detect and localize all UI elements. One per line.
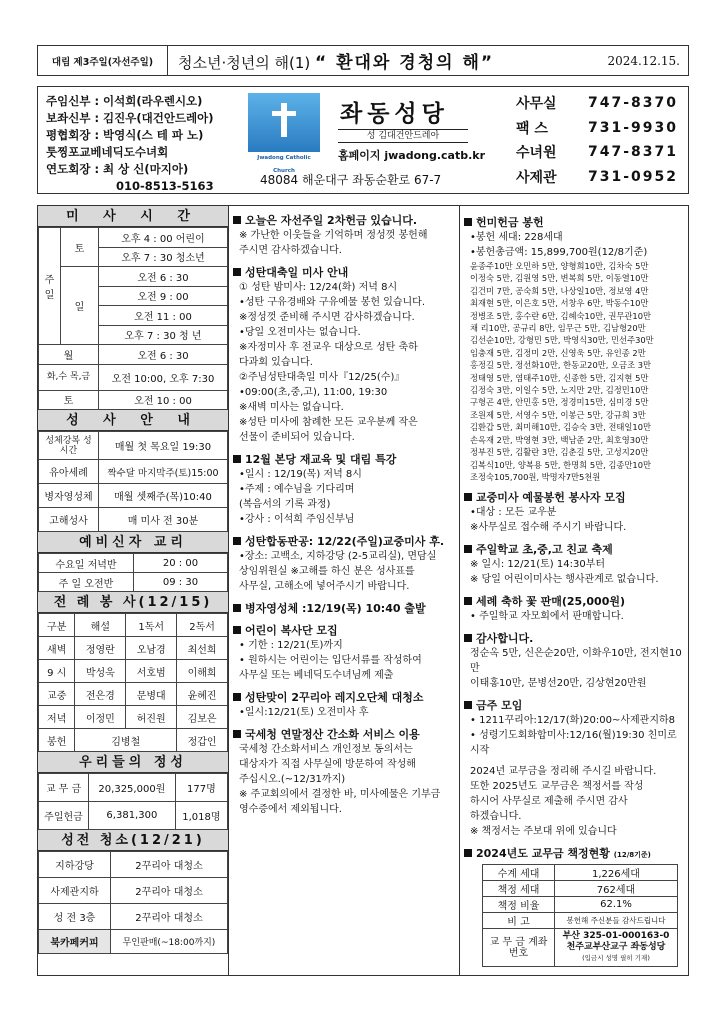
- roster-cell: 새벽: [39, 637, 75, 660]
- sacrament-label: 성체강복 성시간: [39, 432, 99, 460]
- heading-text: 헌미헌금 봉헌: [476, 216, 544, 229]
- notice-line: (복음서의 기록 과정): [239, 499, 331, 510]
- bullet-square-icon: [233, 455, 241, 463]
- officer-line: 주임신부 : 이석희(라우렌시오): [46, 94, 203, 108]
- cleaning-title: 성전 청소(12/21): [38, 830, 228, 851]
- contact-number: 747-8371: [588, 144, 678, 161]
- liturgy-roster-table: [38, 613, 228, 752]
- notice-heading: [464, 489, 684, 505]
- cleaning-team: 무인판매(~18:00까지): [111, 930, 228, 954]
- offering-amount: 20,325,000원: [89, 774, 176, 802]
- officer-line: 툿찡포교베네딕도수녀회: [46, 145, 169, 159]
- cross-bar: [272, 111, 296, 116]
- mass-time: 오전 10 : 00: [99, 390, 228, 410]
- notice-heading: [233, 600, 455, 616]
- grant-label: 수계 세대: [483, 865, 555, 881]
- donor-line: 정태영 5만, 염태주10만, 신종한 5만, 김지현 5만: [470, 372, 649, 383]
- roster-cell: 최선희: [177, 637, 228, 660]
- bullet-square-icon: [233, 626, 241, 634]
- notice-line: •성탄 구유경배와 구유예물 봉헌 있습니다.: [239, 297, 426, 308]
- roster-cell: 허진원: [126, 706, 177, 729]
- donor-line: 김선순10만, 강형민 5만, 박영식30만, 민선주30만: [470, 335, 654, 346]
- roster-header: 구분: [39, 614, 75, 637]
- bullet-square-icon: [233, 268, 241, 276]
- mass-time: 오후 7 : 30 청 년: [99, 325, 228, 345]
- parish-name: 좌동성당: [340, 101, 449, 127]
- sacrament-label: 유아세례: [39, 460, 99, 484]
- notice-line: 상임위원실 ※고해를 하신 분은 성사표를: [239, 566, 415, 577]
- account-owner: 천주교부산교구 좌동성당: [566, 942, 666, 953]
- roster-title: 전 례 봉 사(12/15): [38, 592, 228, 613]
- grant-label: 책정 세대: [483, 881, 555, 897]
- notice-line: ※ 당일 어린이미사는 행사관계로 없습니다.: [470, 574, 659, 586]
- roster-header: 해설: [75, 614, 126, 637]
- notice-line: • 원하시는 어린이는 입단서류를 작성하여: [239, 655, 422, 666]
- bullet-square-icon: [464, 218, 472, 226]
- officer-line: 010-8513-5163: [116, 179, 214, 193]
- offering-label: 교 무 금: [39, 774, 89, 802]
- notice-heading: [464, 593, 684, 609]
- notice-heading: [233, 689, 455, 705]
- mass-time: 오전 6 : 30: [99, 345, 228, 365]
- class-time: 09 : 30: [134, 573, 228, 592]
- notice-line: • 기한 : 12/21(토)까지: [239, 640, 343, 651]
- notice-line: 2024년 교무금을 정리해 주시길 바랍니다.: [470, 766, 657, 778]
- offering-label: 주일헌금: [39, 802, 89, 830]
- cleaning-place: 북카페커피: [39, 930, 111, 954]
- notice-line: ※사무실로 접수해 주시기 바랍니다.: [470, 522, 627, 534]
- grant-label: 비 고: [483, 913, 555, 929]
- notice-heading: [233, 212, 455, 228]
- mass-time: 오전 11 : 00: [99, 306, 228, 326]
- contact-label: 사무실: [516, 96, 557, 113]
- grant-value: 762세대: [555, 881, 678, 897]
- contact-row: [516, 116, 686, 141]
- catechumen-table: [38, 553, 228, 592]
- contact-row: [516, 165, 686, 190]
- notice-heading: [464, 630, 684, 646]
- grant-value: 1,226세대: [555, 865, 678, 881]
- cleaning-place: 사제관지하: [39, 878, 111, 904]
- weekday-label: 월: [39, 345, 99, 365]
- notice-line: 사무실 또는 베네딕도수녀님께 제출: [239, 670, 394, 681]
- sacrament-label: 고해성사: [39, 508, 99, 532]
- donor-line: 정부진 5만, 김활란 3만, 김춘길 5만, 고성지20만: [470, 447, 649, 458]
- bullet-square-icon: [233, 730, 241, 738]
- offering-table: [38, 773, 228, 830]
- class-time: 20 : 00: [134, 554, 228, 573]
- notice-line: ※ 주교회의에서 결정한 바, 미사예물은 기부금: [239, 789, 441, 800]
- heading-text: 성탄맞이 2꾸리아 레지오단체 대청소: [245, 691, 424, 704]
- cross-icon: [281, 103, 287, 137]
- roster-header: 1독서: [126, 614, 177, 637]
- grant-heading: [464, 845, 684, 861]
- notice-line: ※정성껏 준비해 주시면 감사하겠습니다.: [239, 312, 415, 323]
- offering-count: 177명: [175, 774, 227, 802]
- donor-line: 김건미 7만, 공숙희 5만, 나상일10만, 정보영 4만: [470, 285, 649, 296]
- contact-label: 팩 스: [516, 120, 548, 137]
- mass-time: 오후 7 : 30 청소년: [99, 247, 228, 267]
- donation-line: •봉헌총금액: 15,899,700원(12/8기준): [470, 247, 648, 258]
- heading-text: 감사합니다.: [476, 632, 534, 646]
- logo-caption: Jwadong Catholic Church: [248, 152, 320, 165]
- left-column: [37, 205, 229, 976]
- cleaning-table: [38, 851, 228, 954]
- sacrament-value: 매 미사 전 30분: [99, 508, 228, 532]
- mass-time: 오전 10:00, 오후 7:30: [99, 364, 228, 390]
- roster-header: 2독서: [177, 614, 228, 637]
- notice-line: ※자정미사 후 전교우 대상으로 성탄 축하: [239, 342, 418, 353]
- bullet-square-icon: [233, 604, 241, 612]
- weekday-label: 토: [39, 390, 99, 410]
- catechumen-title: 예비신자 교리: [38, 532, 228, 553]
- notice-line: 또한 2025년도 교무금은 책정서를 작성: [470, 781, 644, 793]
- heading-text: 성탄합동판공: 12/22(주일)교중미사 후.: [245, 535, 445, 548]
- officer-line: 평협회장 : 박영식(스 테 파 노): [46, 128, 204, 142]
- offering-count: 1,018명: [175, 802, 227, 830]
- bullet-square-icon: [464, 545, 472, 553]
- donor-line: 이정숙 5만, 김원영 5만, 변복희 5만, 이동열10만: [470, 273, 649, 284]
- saturday-label: 토: [61, 228, 99, 267]
- contact-number: 731-0952: [588, 168, 678, 185]
- donor-line: 최재현 5만, 이은호 5만, 서창우 6만, 박동수10만: [470, 298, 649, 309]
- heading-text: 오늘은 자선주일 2차헌금 있습니다.: [245, 214, 418, 227]
- contact-number: 731-9930: [588, 119, 678, 136]
- class-label: 수요일 저녁반: [39, 554, 134, 573]
- officer-line: 연도회장 : 최 상 신(마지아): [46, 162, 189, 176]
- roster-cell: 저녁: [39, 706, 75, 729]
- heading-text: 국세청 연말정산 간소화 서비스 이용: [245, 728, 420, 741]
- account-number: 부산 325-01-000163-0: [562, 931, 670, 942]
- donor-line: 채 리10만, 공규리 8만, 임무근 5만, 김남형20만: [470, 323, 646, 334]
- weekday-label: 화,수 목,금: [39, 364, 99, 390]
- notice-heading: [233, 622, 455, 638]
- bullet-square-icon: [233, 693, 241, 701]
- middle-column: [229, 205, 460, 976]
- sunday-day-label: 일: [61, 267, 99, 345]
- right-column: [460, 205, 689, 976]
- roster-cell: 이해희: [177, 660, 228, 683]
- heading-text: 병자영성체 :12/19(목) 10:40 출발: [245, 602, 426, 615]
- sacrament-value: 매월 첫 목요일 19:30: [99, 432, 228, 460]
- notice-line: 하겠습니다.: [470, 811, 522, 823]
- roster-cell: 9 시: [39, 660, 75, 683]
- contact-label: 사제관: [516, 169, 557, 186]
- bullet-square-icon: [464, 597, 472, 605]
- liturgical-week: 대림 제3주일(자선주일): [38, 46, 168, 75]
- heading-text: 12월 본당 재교육 및 대림 특강: [245, 453, 397, 466]
- account-label: 교 무 금 계좌번호: [483, 929, 555, 967]
- notice-line: ※ 일시: 12/21(토) 14:30부터: [470, 559, 606, 571]
- notice-heading: [233, 533, 455, 549]
- sunday-label: 주 일: [39, 228, 61, 345]
- cleaning-place: 성 전 3층: [39, 904, 111, 930]
- heading-text: 세례 축하 꽃 판매(25,000원): [476, 595, 625, 609]
- officers-list: [46, 93, 241, 195]
- notice-line: 정순옥 5만, 신은순20만, 이화우10만, 전지현10만: [470, 648, 682, 675]
- donation-heading: [464, 214, 684, 230]
- roster-cell: 교중: [39, 683, 75, 706]
- notice-line: •일시 : 12/19(목) 저녁 8시: [239, 469, 362, 480]
- officer-line: 보좌신부 : 김진우(대건안드레아): [46, 111, 214, 125]
- notice-line: ※ 가난한 이웃들을 기억하며 정성껏 봉헌해: [239, 230, 428, 241]
- top-banner: [37, 45, 689, 76]
- grant-value: 62.1%: [555, 897, 678, 913]
- notice-line: •강사 : 이석희 주임신부님: [239, 514, 355, 525]
- grant-table: [482, 864, 678, 967]
- server-name: 김병철: [75, 729, 177, 752]
- notice-heading: [464, 697, 684, 713]
- roster-cell: 정영란: [75, 637, 126, 660]
- notice-line: 영수증에서 제외됩니다.: [239, 804, 342, 815]
- cleaning-team: 2꾸리아 대청소: [111, 878, 228, 904]
- donor-line: 임충재 5만, 김정미 2만, 신영욱 5만, 유인종 2만: [470, 347, 646, 358]
- heading-text: 금주 모임: [476, 699, 523, 713]
- mass-time: 오후 4 : 00 어린이: [99, 228, 228, 248]
- donation-line: •봉헌 세대: 228세대: [470, 232, 563, 243]
- parish-homepage: 홈페이지 jwadong.catb.kr: [338, 149, 485, 162]
- offering-title: 우리들의 정성: [38, 752, 228, 773]
- bullet-square-icon: [233, 216, 241, 224]
- notice-line: •대상 : 모든 교우분: [470, 507, 557, 519]
- donor-line: 윤종주10만 오민하 5만, 양형희10만, 김차숙 5만: [470, 261, 649, 271]
- notice-line: 국세청 간소화서비스 개인정보 동의서는: [239, 744, 413, 755]
- notice-line: ②주님성탄대축일 미사『12/25(수)』: [239, 372, 405, 383]
- notice-heading: [464, 541, 684, 557]
- donor-line: 홍정길 5만, 정선화10만, 한동교20만, 오금조 3만: [470, 360, 652, 371]
- theme-main: “ 환대와 경청의 해”: [315, 53, 495, 73]
- contact-row: [516, 91, 686, 116]
- notice-line: •일시:12/21(토) 오전미사 후: [239, 707, 369, 718]
- sacrament-value: 짝수달 마지막주(토)15:00: [99, 460, 228, 484]
- account-note: (입금시 성명 필히 기재): [582, 954, 650, 963]
- roster-cell: 서호범: [126, 660, 177, 683]
- notice-heading: [233, 726, 455, 742]
- heading-text: 어린이 복사단 모집: [245, 624, 338, 637]
- notice-line: 사무실, 고해소에 넣어주시기 바랍니다.: [239, 581, 410, 592]
- notice-line: ① 성탄 밤미사: 12/24(화) 저녁 8시: [239, 282, 398, 293]
- mass-times-title: 미 사 시 간: [38, 206, 228, 227]
- notice-line: 다과회 있습니다.: [239, 357, 313, 368]
- roster-cell: 문병대: [126, 683, 177, 706]
- heading-text: 교중미사 예물봉헌 봉사자 모집: [476, 491, 626, 505]
- mass-time: 오전 6 : 30: [99, 267, 228, 287]
- year-theme: [168, 48, 578, 73]
- roster-cell: 김보은: [177, 706, 228, 729]
- notice-line: 주십시오.(~12/31까지): [239, 774, 346, 785]
- contact-list: [516, 91, 686, 189]
- roster-cell: 박성욱: [75, 660, 126, 683]
- notice-line: •당일 오전미사는 없습니다.: [239, 327, 361, 338]
- notice-heading: [233, 451, 455, 467]
- notice-line: •09:00(초,중,고), 11:00, 19:30: [239, 387, 388, 398]
- bullet-square-icon: [464, 493, 472, 501]
- sacrament-table: [38, 431, 228, 532]
- offering-amount: 6,381,300: [89, 802, 176, 830]
- notice-line: • 성령기도회화합미사:12/16(월)19:30 친미로 시작: [470, 730, 677, 757]
- parish-address: 48084 해운대구 좌동순환로 67-7: [260, 173, 442, 187]
- sacrament-value: 매월 셋째주(목)10:40: [99, 484, 228, 508]
- donor-line: 김복식10만, 양복용 5만, 한명희 5만, 김종만10만: [470, 459, 652, 470]
- roster-cell: 전은경: [75, 683, 126, 706]
- notice-line: •주제 : 예수님을 기다리며: [239, 484, 355, 495]
- mass-times-table: [38, 227, 228, 410]
- notice-list: [464, 489, 684, 839]
- roster-cell: 윤혜진: [177, 683, 228, 706]
- roster-cell: 오남경: [126, 637, 177, 660]
- mass-time: 오전 9 : 00: [99, 286, 228, 306]
- server-label: 봉헌: [39, 729, 75, 752]
- contact-label: 수녀원: [516, 145, 557, 162]
- heading-text: 주일학교 초,중,고 친교 축제: [476, 543, 613, 557]
- donor-line: 김정숙 3만, 이일수 5만, 노지만 2만, 김정민10만: [470, 385, 649, 396]
- sacrament-title: 성 사 안 내: [38, 410, 228, 431]
- parish-patron: 성 김대건안드레아: [338, 129, 468, 143]
- grant-label: 책정 비율: [483, 897, 555, 913]
- notice-line: • 주일학교 자모회에서 판매합니다.: [470, 611, 624, 623]
- heading-text: 2024년도 교무금 책정현황: [476, 847, 610, 861]
- notice-line: ※ 책정서는 주보대 위에 있습니다: [470, 826, 617, 838]
- donor-line: 조정숙105,700원, 박명자7만5천원: [470, 471, 601, 482]
- issue-date: 2024.12.15.: [607, 53, 680, 68]
- notice-line: ※성탄 미사에 참례한 모든 교우분께 작은: [239, 417, 418, 428]
- cleaning-place: 지하강당: [39, 852, 111, 878]
- donor-line: 정병조 5만, 홍수란 6만, 김혜숙10만, 권무관10만: [470, 310, 652, 321]
- heading-text: 성탄대축일 미사 안내: [245, 266, 349, 279]
- class-label: 주 일 오전반: [39, 573, 134, 592]
- server-name: 정갑인: [177, 729, 228, 752]
- donor-line: 손옥재 2만, 박영현 3만, 백남준 2만, 최호영30만: [470, 434, 649, 445]
- theme-prefix: 청소년·청년의 해(1): [178, 54, 311, 72]
- notice-line: ※새벽 미사는 없습니다.: [239, 402, 344, 413]
- donor-line: 조원제 5만, 서영수 5만, 이봉근 5만, 강규희 3만: [470, 409, 646, 420]
- parish-header: [37, 86, 689, 194]
- cleaning-team: 2꾸리아 대청소: [111, 852, 228, 878]
- heading-note: (12/8기준): [613, 851, 651, 860]
- bullet-square-icon: [233, 537, 241, 545]
- grant-value: 봉헌해 주신분들 감사드립니다: [555, 913, 678, 929]
- contact-number: 747-8370: [588, 95, 678, 112]
- bullet-square-icon: [464, 701, 472, 709]
- notice-line: 선물이 준비되어 있습니다.: [239, 432, 355, 443]
- sacrament-label: 병자영성체: [39, 484, 99, 508]
- cleaning-team: 2꾸리아 대청소: [111, 904, 228, 930]
- roster-cell: 이정민: [75, 706, 126, 729]
- notice-line: •장소: 고백소, 지하강당 (2-5교리실), 면담실: [239, 551, 437, 562]
- church-logo: [248, 93, 320, 174]
- notice-line: 대상자가 직접 사무실에 방문하여 작성해: [239, 759, 416, 770]
- notice-line: 하시어 사무실로 제출해 주시면 감사: [470, 796, 628, 808]
- donor-list: [464, 260, 684, 483]
- notice-line: 이태홍10만, 문병선20만, 김상현20만원: [470, 678, 647, 690]
- bullet-square-icon: [464, 849, 472, 857]
- donor-line: 김환갑 5만, 최미해10만, 김승숙 3만, 전태일10만: [470, 422, 652, 433]
- notice-heading: [233, 264, 455, 280]
- donor-line: 구형곤 4만, 안민홍 5만, 정경미15만, 심미경 5만: [470, 397, 649, 408]
- notice-line: 주시면 감사하겠습니다.: [239, 245, 342, 256]
- bullet-square-icon: [464, 634, 472, 642]
- notice-line: • 1211꾸리아:12/17(화)20:00~사제관지하8: [470, 715, 676, 727]
- contact-row: [516, 140, 686, 165]
